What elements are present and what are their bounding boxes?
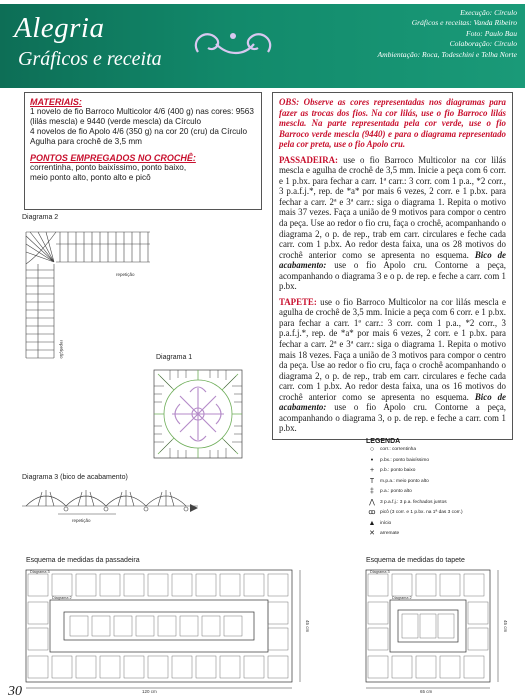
diagram-3-label: Diagrama 3 (bico de acabamento) xyxy=(22,474,128,481)
page-subtitle: Gráficos e receita xyxy=(18,48,162,70)
start-icon: ▲ xyxy=(368,519,376,527)
legend-text: m.p.a.: meio ponto alto xyxy=(380,478,429,484)
credit-line: Ambientação: Roca, Todeschini e Telha Norte xyxy=(377,49,517,59)
legend-item xyxy=(366,466,516,477)
tapete-height: 45 cm xyxy=(503,620,508,633)
passadeira-instructions xyxy=(279,155,506,292)
repeat-label-vertical: repetição xyxy=(59,340,64,359)
legend-text: p.bx.: ponto baixíssimo xyxy=(380,457,430,463)
legend-item xyxy=(366,445,516,456)
legend-item xyxy=(366,498,516,509)
passadeira-scheme-title: Esquema de medidas da passadeira xyxy=(26,557,140,564)
legend-text: início xyxy=(380,520,392,526)
double-crochet-icon: ‡ xyxy=(370,488,374,495)
credits xyxy=(327,8,517,60)
materials-box xyxy=(24,92,262,210)
credit-line: Gráficos e receitas: Vanda Ribeiro xyxy=(411,18,517,28)
legend-text: picô (3 corr. e 1 p.bx. na 1ª das 3 corr.) xyxy=(380,510,463,515)
legend-item xyxy=(366,487,516,498)
passadeira-bico-text: use o fio Apolo cru. Contorne a peça, acompanhando o diagrama 3 e o p. de rep. e feche a carr. com 1 p.bx. xyxy=(279,260,506,292)
stitches-line: correntinha, ponto baixíssimo, ponto baixo, xyxy=(30,163,187,172)
stitches-heading: PONTOS EMPREGADOS NO CROCHÊ: xyxy=(30,153,196,163)
obs-note: OBS: Observe as cores representadas nos diagramas para fazer as trocas dos fios. Na cor lilás, use o fio Barroco lilás mescla. Na parte representada pela cor verde, use o fio Barroco verde mescla (9440) e para o diagrama representado pela cor preta, use o fio Apolo cru. xyxy=(279,97,506,150)
picot-icon: ꝏ xyxy=(368,509,376,516)
legend-item xyxy=(366,508,516,519)
tapete-scheme-title: Esquema de medidas do tapete xyxy=(366,557,465,564)
page-number: 30 xyxy=(8,684,22,699)
scheme-label-diagram-3: Diagrama 3 xyxy=(370,570,390,574)
slip-stitch-icon: • xyxy=(370,456,374,464)
diagram-2-label: Diagrama 2 xyxy=(22,214,59,221)
passadeira-heading: PASSADEIRA: xyxy=(279,154,339,165)
legend xyxy=(366,438,516,540)
finish-icon: ✕ xyxy=(369,530,375,537)
legend-text: arremate xyxy=(380,531,400,536)
tapete-bico-text: use o fio Apolo cru. Contorne a peça, acompanhando o diagrama 3, o p. de rep. e feche a carr. com 1 p.bx. xyxy=(279,402,506,434)
materials-heading: MATERIAIS: xyxy=(30,97,82,107)
passadeira-bico-heading: Bico de acabamento: xyxy=(279,249,506,271)
diagram-3-edging xyxy=(18,484,203,524)
tapete-heading: TAPETE: xyxy=(279,296,317,307)
legend-text: p.a.: ponto alto xyxy=(380,489,412,494)
tapete-instructions xyxy=(279,297,506,434)
materials-line: Agulha para crochê de 3,5 mm xyxy=(30,137,142,146)
legend-item xyxy=(366,529,516,540)
scheme-label-diagram-2: Diagrama 2 xyxy=(392,596,412,600)
half-double-icon: T xyxy=(369,477,375,485)
passadeira-scheme xyxy=(22,566,318,694)
credit-line: Colaboração: Círculo xyxy=(449,39,517,49)
page-title: Alegria xyxy=(14,12,105,44)
tapete-text: use o fio Barroco Multicolor na cor lilás mescla e agulha de crochê de 3,5 mm. Inicie a peça com 6 corr. e 1 p.bx. para fechar a carr. 1ª carr.: 3 corr. com 1 p.a., *2 corr., 3 p.a.f.j.*, rep. de *a* por mais 6 vezes, 2 corr. e 1 p.bx. para fechar a carr. 2ª e 3ª carr.: siga o diagrama 1. Repita o motivo mais 18 vezes. Faça a união de 3 motivos para compor o centro da peça. Use ao redor o fio cru, faça o crochê acompanhando o diagrama 2, o p. de rep., trab em carr. circulares e feche cada carr. com 1 p.bx. Ao redor desta faixa, una os 16 motivos do crochê anterior como se apresenta no esquema. xyxy=(279,296,506,402)
credit-line: Execução: Círculo xyxy=(460,8,517,17)
legend-item xyxy=(366,519,516,530)
passadeira-height: 45 cm xyxy=(305,620,310,633)
tapete-bico-heading: Bico de acabamento: xyxy=(279,391,506,413)
legend-item xyxy=(366,477,516,488)
legend-text: corr.: correntinha xyxy=(380,447,416,452)
legend-item xyxy=(366,456,516,467)
repeat-label: repetição xyxy=(72,518,91,523)
materials-line: 4 novelos de fio Apolo 4/6 (350 g) na cor 20 (cru) da Círculo xyxy=(30,127,248,136)
diagram-1-label: Diagrama 1 xyxy=(156,354,193,361)
diagram-1-motif xyxy=(150,366,246,462)
scheme-label-diagram-2: Diagrama 2 xyxy=(52,596,72,600)
swirl-ornament-icon xyxy=(188,22,278,66)
passadeira-width: 120 cm xyxy=(142,689,157,694)
tapete-scheme xyxy=(362,566,512,694)
single-crochet-icon: + xyxy=(369,467,375,474)
tapete-width: 65 cm xyxy=(420,689,433,694)
passadeira-text: use o fio Barroco Multicolor na cor lilás mescla e agulha de crochê de 3,5 mm. Inicie a peça com 6 corr. e 1 p.bx. para fechar a carr. 1ª carr.: 3 corr. com 1 p.a., *2 corr., 3 p.a.f.j.*, rep. de *a* por mais 6 vezes, 2 corr. e 1 p.bx. para fechar a carr. 2ª e 3ª carr.: siga o diagrama 1. Repita o motivo mais 37 vezes. Faça a união de 9 motivos para compor o centro da peça. Use ao redor o fio cru, faça o crochê, acompanhando o diagrama 2, o p. de rep., trab em carr. circulares e feche cada carr. com 1 p.bx. Ao redor desta faixa, una os 28 motivos do crochê anterior como se apresenta no esquema. xyxy=(279,154,507,260)
credit-line: Foto: Paulo Bau xyxy=(465,28,517,38)
stitches-line: meio ponto alto, ponto alto e picô xyxy=(30,173,151,182)
scheme-label-diagram-3: Diagrama 3 xyxy=(30,570,50,574)
page-header xyxy=(0,0,525,90)
repeat-label: repetição xyxy=(116,272,135,277)
legend-text: p.b.: ponto baixo xyxy=(380,468,416,473)
instructions-box xyxy=(272,92,513,440)
diagram-1-tiles xyxy=(28,574,288,678)
legend-title: LEGENDA xyxy=(366,438,401,445)
chain-stitch-icon: ○ xyxy=(369,446,375,453)
diagram-2-chart xyxy=(20,224,156,364)
cluster-icon: ⋀ xyxy=(369,498,375,506)
materials-line: 1 novelo de fio Barroco Multicolor 4/6 (400 g) nas cores: 9563 (lilás mescla) e 9440 (verde mescla) da Círculo xyxy=(30,107,254,126)
legend-text: 3 p.a.f.j.: 3 p.a. fechados juntos xyxy=(380,499,447,505)
diagram-1-tiles xyxy=(368,574,488,678)
